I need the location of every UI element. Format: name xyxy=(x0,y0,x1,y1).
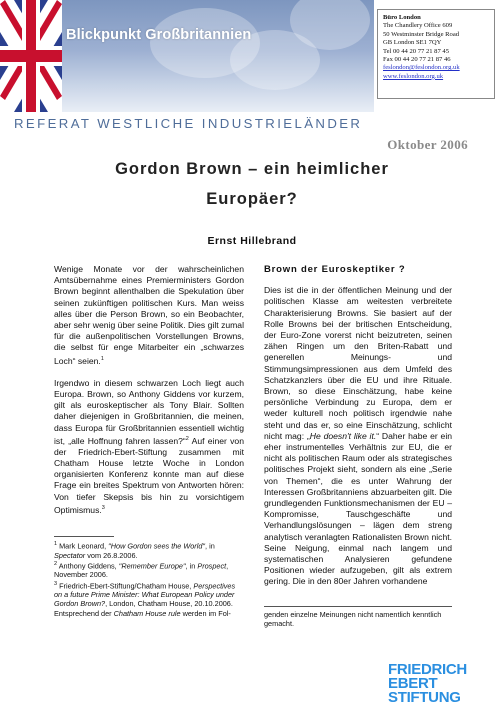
footnote-2: $^2$ Anthony Giddens, "Remember Europe", in Prospect, November 2006. xyxy=(54,560,229,580)
footnotes xyxy=(54,540,244,618)
footnote-continuation: genden einzelne Meinungen nicht namentlich kenntlich gemacht. xyxy=(264,610,442,629)
article-title-line-2: Europäer? xyxy=(206,190,298,208)
address-line: 50 Westminster Bridge Road xyxy=(383,30,460,38)
paragraph: Irgendwo in diesem schwarzen Loch liegt auch Europa. Brown, so Anthony Giddens vor kurzem, gilt als euroskeptischer als Tony Blair. Sollten daher diejenigen in Großbritannien, die meinen, dass Europa für Großbritannien essentiell wichtig ist, „alle Hoffnung fahren lassen?“$^2$ Auf einer von der Friedrich-Ebert-Stiftung zusammen mit Chatham House letzte Woche in London organisierten Konferenz konnte man auf diese Frage ein breites Spektrum von Antworten hören: Von tiefer Skepsis bis hin zu vorsichtigem Optimismus.$^3$ xyxy=(54,377,244,515)
section-heading: Brown der Euroskeptiker ? xyxy=(264,264,406,275)
phone-number: Tel 00 44 20 77 21 87 45 xyxy=(383,47,450,55)
left-column xyxy=(54,264,244,527)
fax-number: Fax 00 44 20 77 21 87 46 xyxy=(383,56,451,64)
paragraph: Dies ist die in der öffentlichen Meinung und der politischen Klasse am weitesten verbreitete Charakterisierung Browns. Sie basiert auf der Rolle Browns bei der britischen Entscheidung, der Euro-Zone vorerst nicht beizutreten, seinen zähen Ringen um den Briten-Rabatt und generellen Meinungs- und Stimmungsimpressionen aus dem Umfeld des Schatzkanzlers über die EU und ihre Rituale. Brown, so diese Einschätzung, habe keine persönliche Verbindung zu Europa, dem er weder kulturell noch politisch irgendwie nahe steht und das er, so eine Einschätzung, schlicht nicht mag: „He doesn't like it.“ Daher habe er ein eher instrumentelles Verhältnis zur EU, die er nicht als politischen Raum oder als strategisches politisches Projekt sieht, sondern als eine „Serie von Themen“, die es unter Wahrung der Interessen Großbritanniens abzuarbeiten gilt. Die grundlegenden Funktionsmechanismen der EU – Kompromisse, Tauschgeschäfte und Verhandlungslösungen – lägen dem streng analytisch veranlagten Rationalisten Brown nicht. Seine Neigung, einmal nach langem und systematischen Analysieren gefundene Positionen wieder aufzugeben, gilt als extrem gering. Die in den 80er Jahren vorhandene xyxy=(264,285,453,587)
email-link[interactable]: feslondon@feslondon.org.uk xyxy=(383,64,460,72)
footnote-divider xyxy=(54,536,114,537)
fes-logo: FRIEDRICH EBERT STIFTUNG xyxy=(388,661,467,706)
union-jack-image xyxy=(0,0,62,112)
address-line: GB London SE1 7QY xyxy=(383,39,442,47)
office-title: Büro London xyxy=(383,14,421,21)
article-title-line-1: Gordon Brown – ein heimlicher xyxy=(115,160,389,178)
author-name: Ernst Hillebrand xyxy=(207,235,297,247)
address-line: The Chandlery Office 609 xyxy=(383,22,453,30)
banner-title: Blickpunkt Großbritannien xyxy=(66,27,252,43)
department-label: REFERAT WESTLICHE INDUSTRIELÄNDER xyxy=(14,116,363,131)
contact-box xyxy=(377,9,495,99)
footnote-1: $^1$ Mark Leonard, "How Gordon sees the World", in Spectator vom 26.8.2006. xyxy=(54,541,215,560)
paragraph: Wenige Monate vor der wahrscheinlichen Amtsübernahme eines Premierministers Gordon Brown beginnt allenthalben die Spekulation über seinen zukünftigen politischen Kurs. Man weiss alles über die Person Brown, so ein Beobachter, aber sehr wenig über seine Politik. Dies gilt zumal für die außenpolitischen Vorstellungen Browns, die selbst für enge Mitarbeiter ein „schwarzes Loch“ seien.$^1$ xyxy=(54,264,244,366)
header-banner xyxy=(0,0,374,112)
website-link[interactable]: www.feslondon.org.uk xyxy=(383,72,444,80)
issue-date: Oktober 2006 xyxy=(387,137,468,152)
right-column xyxy=(264,264,452,599)
footnote-3: $^3$ Friedrich-Ebert-Stiftung/Chatham House, Perspectives on a future Prime Minister: What European Policy under Gordon Brown?, London, Chatham House, 20.10.2006. Entsprechend der Chatham House rule werden im Fol- xyxy=(54,580,236,618)
footnote-continuation-divider xyxy=(264,606,452,607)
